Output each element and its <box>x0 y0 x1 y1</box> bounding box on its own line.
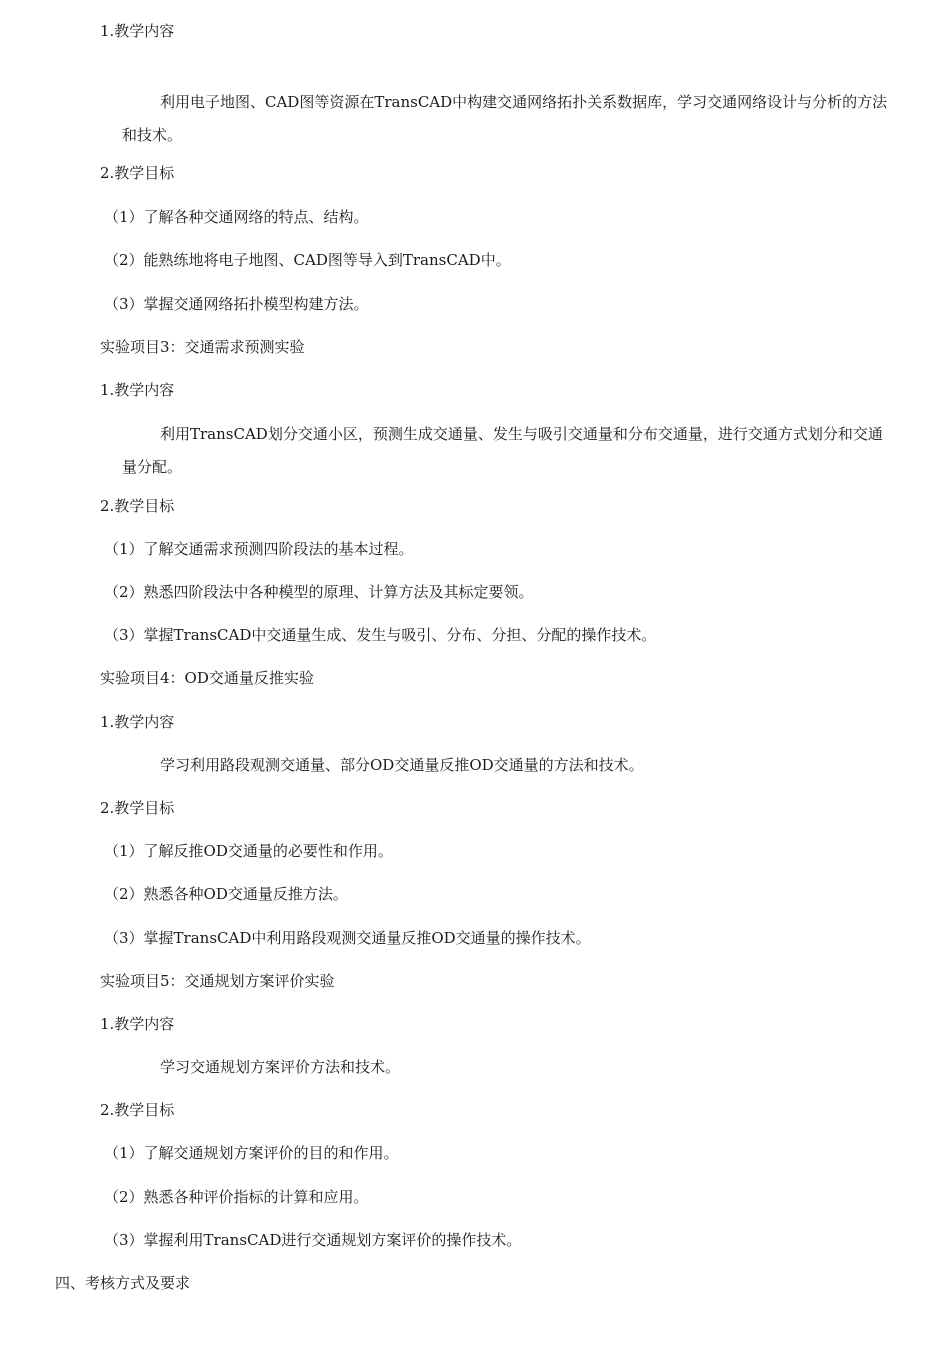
heading-teaching-goals: 2.教学目标 <box>100 1101 175 1119</box>
list-item: （2）熟悉各种OD交通量反推方法。 <box>104 885 348 903</box>
section-heading: 实验项目4：OD交通量反推实验 <box>100 669 314 687</box>
paragraph-content: 学习利用路段观测交通量、部分OD交通量反推OD交通量的方法和技术。 <box>160 756 644 774</box>
heading-teaching-content: 1.教学内容 <box>100 1015 175 1033</box>
list-item: （2）能熟练地将电子地图、CAD图等导入到TransCAD中。 <box>104 251 511 269</box>
list-item: （1）了解反推OD交通量的必要性和作用。 <box>104 842 393 860</box>
section-heading: 实验项目3：交通需求预测实验 <box>100 338 305 356</box>
heading-teaching-goals: 2.教学目标 <box>100 799 175 817</box>
heading-teaching-content: 1.教学内容 <box>100 22 175 40</box>
list-item: （2）熟悉各种评价指标的计算和应用。 <box>104 1188 369 1206</box>
heading-teaching-content: 1.教学内容 <box>100 381 175 399</box>
paragraph-content: 利用电子地图、CAD图等资源在TransCAD中构建交通网络拓扑关系数据库，学习交通网络设计与分析的方法和技术。 <box>122 93 888 144</box>
list-item: （3）掌握交通网络拓扑模型构建方法。 <box>104 295 369 313</box>
list-item: （1）了解各种交通网络的特点、结构。 <box>104 208 369 226</box>
paragraph-content: 学习交通规划方案评价方法和技术。 <box>160 1058 401 1076</box>
heading-teaching-goals: 2.教学目标 <box>100 497 175 515</box>
list-item: （3）掌握TransCAD中交通量生成、发生与吸引、分布、分担、分配的操作技术。 <box>104 626 657 644</box>
list-item: （2）熟悉四阶段法中各种模型的原理、计算方法及其标定要领。 <box>104 583 534 601</box>
list-item: （1）了解交通规划方案评价的目的和作用。 <box>104 1144 399 1162</box>
chapter-heading: 四、考核方式及要求 <box>55 1274 191 1292</box>
list-item: （1）了解交通需求预测四阶段法的基本过程。 <box>104 540 414 558</box>
heading-teaching-content: 1.教学内容 <box>100 713 175 731</box>
list-item: （3）掌握利用TransCAD进行交通规划方案评价的操作技术。 <box>104 1231 522 1249</box>
heading-teaching-goals: 2.教学目标 <box>100 164 175 182</box>
paragraph-content: 利用TransCAD划分交通小区，预测生成交通量、发生与吸引交通量和分布交通量，进行交通方式划分和交通量分配。 <box>122 425 883 476</box>
section-heading: 实验项目5：交通规划方案评价实验 <box>100 972 335 990</box>
list-item: （3）掌握TransCAD中利用路段观测交通量反推OD交通量的操作技术。 <box>104 929 591 947</box>
